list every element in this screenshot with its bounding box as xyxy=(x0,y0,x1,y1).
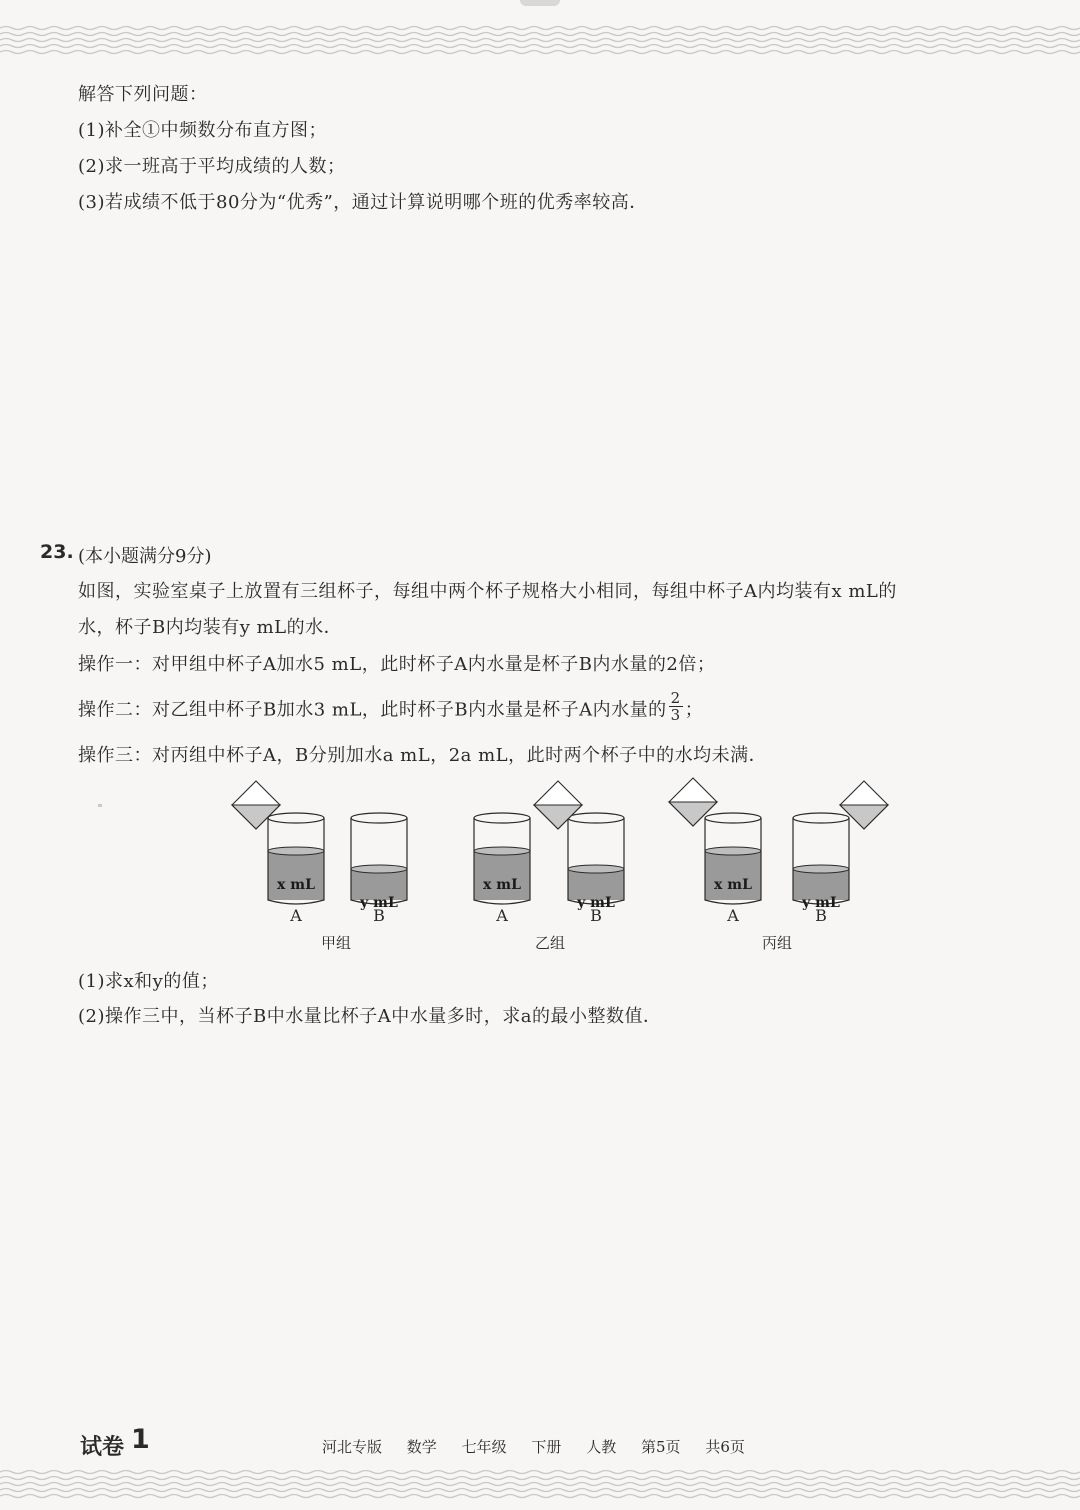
operation-two-text: 操作二：对乙组中杯子B加水3 mL，此时杯子B内水量是杯子A内水量的 xyxy=(78,699,667,721)
cup-b-label: B xyxy=(815,906,827,925)
cup-a-group-2 xyxy=(474,813,530,904)
beaker-pour-water xyxy=(232,805,280,829)
footer-volume: 下册 xyxy=(531,1438,562,1456)
top-wave-border xyxy=(0,22,1080,58)
cup-a-label: A xyxy=(290,906,302,925)
footer-grade: 七年级 xyxy=(461,1438,507,1456)
water-surface xyxy=(793,865,849,873)
operation-one: 操作一：对甲组中杯子A加水5 mL，此时杯子A内水量是杯子B内水量的2倍； xyxy=(78,654,716,675)
question-paragraph-line-2: 水，杯子B内均装有y mL的水． xyxy=(78,617,343,638)
water-label: y mL xyxy=(360,895,398,911)
footer-subject: 数学 xyxy=(406,1438,437,1456)
water-surface xyxy=(351,865,407,873)
footer-total-pages: 共6页 xyxy=(705,1438,745,1456)
wave-line xyxy=(0,1489,1080,1492)
water-label: x mL xyxy=(277,877,315,893)
question-paragraph-line-1: 如图，实验室桌子上放置有三组杯子，每组中两个杯子规格大小相同，每组中杯子A内均装有x mL的 xyxy=(78,581,897,602)
operation-two-end: ； xyxy=(684,699,704,721)
cup-b-group-1 xyxy=(351,813,407,911)
beaker-pour-water xyxy=(669,802,717,826)
footer-page: 第5页 xyxy=(640,1438,681,1456)
footer-edition: 河北专版 xyxy=(322,1438,383,1456)
cup-rim xyxy=(705,813,761,823)
cup-b-label: B xyxy=(590,906,602,925)
sub-question-1: (1)补全①中频数分布直方图； xyxy=(78,120,327,141)
cup-a-group-3 xyxy=(705,813,761,904)
water-label: x mL xyxy=(714,877,752,893)
footer-paper-number: 1 xyxy=(131,1424,150,1455)
scan-speck xyxy=(98,804,102,807)
water-label: y mL xyxy=(802,895,840,911)
wave-line xyxy=(0,1477,1080,1480)
sub-questions-intro: 解答下列问题： xyxy=(78,84,208,105)
water-surface xyxy=(705,847,761,855)
question-number: 23. xyxy=(40,541,74,563)
water-surface xyxy=(474,847,530,855)
ask-question-2: (2)操作三中，当杯子B中水量比杯子A中水量多时，求a的最小整数值． xyxy=(78,1006,662,1027)
cup-rim xyxy=(268,813,324,823)
top-edge-mark xyxy=(520,0,560,6)
wave-line xyxy=(0,1471,1080,1474)
group-label: 乙组 xyxy=(534,934,566,952)
bottom-wave-border xyxy=(0,1466,1080,1502)
water-surface xyxy=(268,847,324,855)
cup-b-group-3 xyxy=(793,813,849,911)
cup-rim xyxy=(351,813,407,823)
pouring-beaker-1-1 xyxy=(232,781,280,829)
cup-b-group-2 xyxy=(568,813,624,911)
wave-line xyxy=(0,1483,1080,1486)
water-label: x mL xyxy=(483,877,521,893)
pouring-beaker-3-2 xyxy=(840,781,888,829)
cup-b-label: B xyxy=(373,906,385,925)
ask-question-1: (1)求x和y的值； xyxy=(78,971,219,992)
water-surface xyxy=(568,865,624,873)
group-label: 丙组 xyxy=(761,934,793,952)
beaker-pour-water xyxy=(840,805,888,829)
cup-rim xyxy=(568,813,624,823)
beaker-pour-water xyxy=(534,805,582,829)
wave-line xyxy=(0,33,1080,36)
group-label: 甲组 xyxy=(320,934,352,952)
pouring-beaker-3-1 xyxy=(669,778,717,826)
cup-rim xyxy=(474,813,530,823)
wave-line xyxy=(0,45,1080,48)
water-label: y mL xyxy=(577,895,615,911)
fraction-denominator: 3 xyxy=(670,706,681,724)
cup-a-label: A xyxy=(496,906,508,925)
cup-a-group-1 xyxy=(268,813,324,904)
footer-info xyxy=(322,1436,745,1457)
question-score-note: (本小题满分9分) xyxy=(78,546,212,567)
operation-three: 操作三：对丙组中杯子A，B分别加水a mL，2a mL，此时两个杯子中的水均未满． xyxy=(78,745,768,766)
cups-figure xyxy=(226,773,896,958)
wave-line xyxy=(0,39,1080,42)
wave-line xyxy=(0,27,1080,30)
sub-question-3: (3)若成绩不低于80分为“优秀”，通过计算说明哪个班的优秀率较高． xyxy=(78,192,648,213)
wave-line xyxy=(0,51,1080,54)
footer-title: 试卷 xyxy=(80,1435,125,1460)
cup-a-label: A xyxy=(727,906,739,925)
sub-question-2: (2)求一班高于平均成绩的人数； xyxy=(78,156,346,177)
wave-line xyxy=(0,1495,1080,1498)
operation-two xyxy=(78,689,704,727)
footer-publisher: 人教 xyxy=(586,1438,617,1456)
fraction-numerator: 2 xyxy=(670,689,681,707)
fraction-two-thirds xyxy=(669,690,683,723)
cup-rim xyxy=(793,813,849,823)
